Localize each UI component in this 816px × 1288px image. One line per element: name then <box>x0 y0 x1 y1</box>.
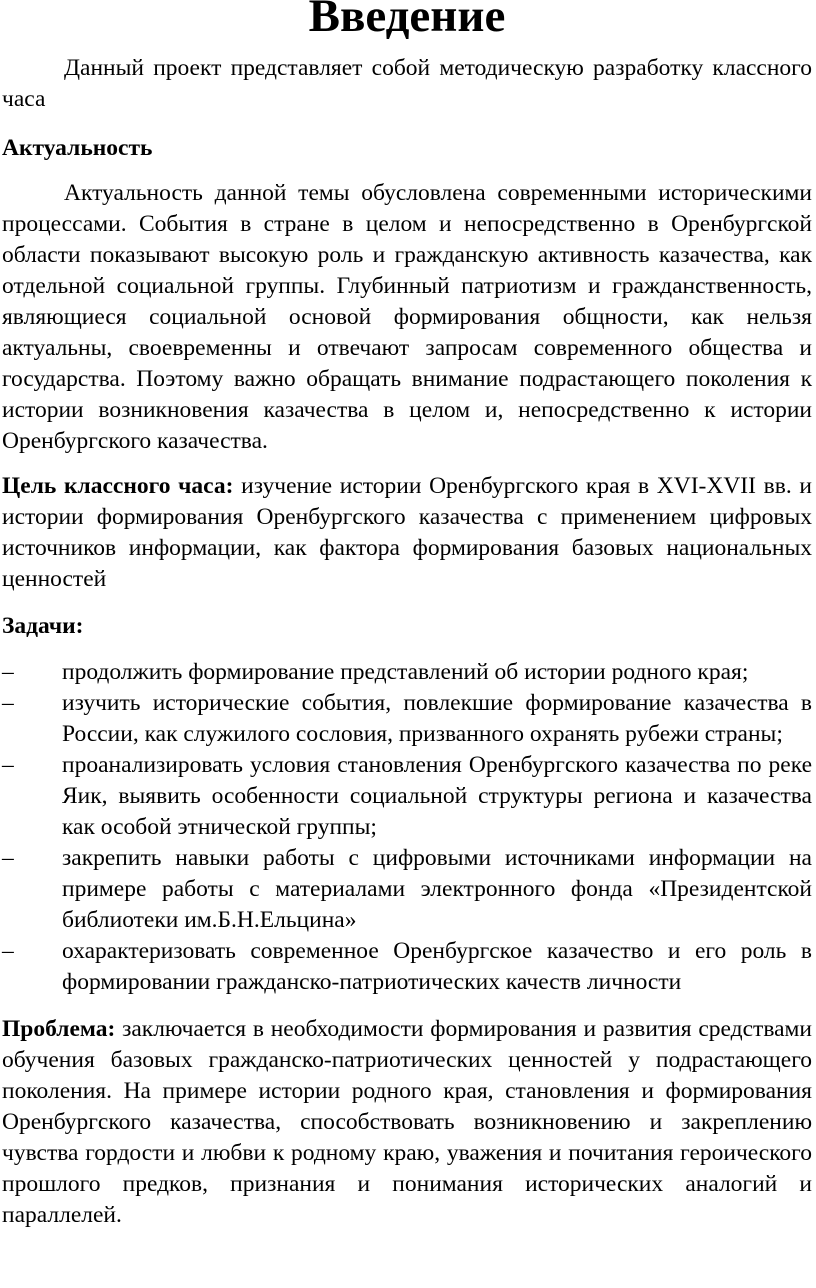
list-bullet: – <box>2 845 14 871</box>
task-text: продолжить формирование представлений об истории родного края; <box>62 659 749 685</box>
task-text: закрепить навыки работы с цифровыми источниками информации на примере работы с материалами электронного фонда «Президентской библиотеки им.Б.Н.Ельцина» <box>62 845 812 933</box>
task-text: изучить исторические события, повлекшие формирование казачества в России, как служилого сословия, призванного охранять рубежи страны; <box>62 690 812 747</box>
task-item <box>2 688 812 750</box>
task-item <box>2 936 812 998</box>
list-bullet: – <box>2 659 14 685</box>
task-text: охарактеризовать современное Оренбургское казачество и его роль в формировании гражданско-патриотических качеств личности <box>62 938 812 995</box>
document-title: Введение <box>308 0 506 42</box>
list-bullet: – <box>2 938 14 964</box>
tasks-list <box>2 657 812 998</box>
task-item <box>2 657 812 688</box>
goal-paragraph <box>2 471 812 595</box>
goal-label: Цель классного часа: <box>2 473 234 499</box>
relevance-heading: Актуальность <box>2 135 153 161</box>
problem-text: заключается в необходимости формирования и развития средствами обучения базовых гражданско-патриотических ценностей у подрастающего поколения. На примере истории родного края, становления и формирования Оренбургского казачества, способствовать возникновению и закреплению чувства гордости и любви к родному краю, уважения и почитания героического прошлого предков, признания и понимания исторических аналогий и параллелей. <box>2 1016 812 1228</box>
relevance-paragraph: Актуальность данной темы обусловлена современными историческими процессами. События в стране в целом и непосредственно в Оренбургской области показывают высокую роль и гражданскую активность казачества, как отдельной социальной группы. Глубинный патриотизм и гражданственность, являющиеся социальной основой формирования общности, как нельзя актуальны, своевременны и отвечают запросам современного общества и государства. Поэтому важно обращать внимание подрастающего поколения к истории возникновения казачества в целом и, непосредственно к истории Оренбургского казачества. <box>2 180 812 454</box>
problem-label: Проблема: <box>2 1016 116 1042</box>
problem-paragraph <box>2 1014 812 1231</box>
goal-text: изучение истории Оренбургского края в XVI-XVII вв. и истории формирования Оренбургского казачества с применением цифровых источников информации, как фактора формирования базовых национальных ценностей <box>2 473 812 592</box>
task-item <box>2 843 812 936</box>
task-text: проанализировать условия становления Оренбургского казачества по реке Яик, выявить особенности социальной структуры региона и казачества как особой этнической группы; <box>62 752 812 840</box>
list-bullet: – <box>2 752 14 778</box>
list-bullet: – <box>2 690 14 716</box>
intro-paragraph: Данный проект представляет собой методическую разработку классного часа <box>2 55 812 112</box>
tasks-heading: Задачи: <box>2 613 84 639</box>
task-item <box>2 750 812 843</box>
